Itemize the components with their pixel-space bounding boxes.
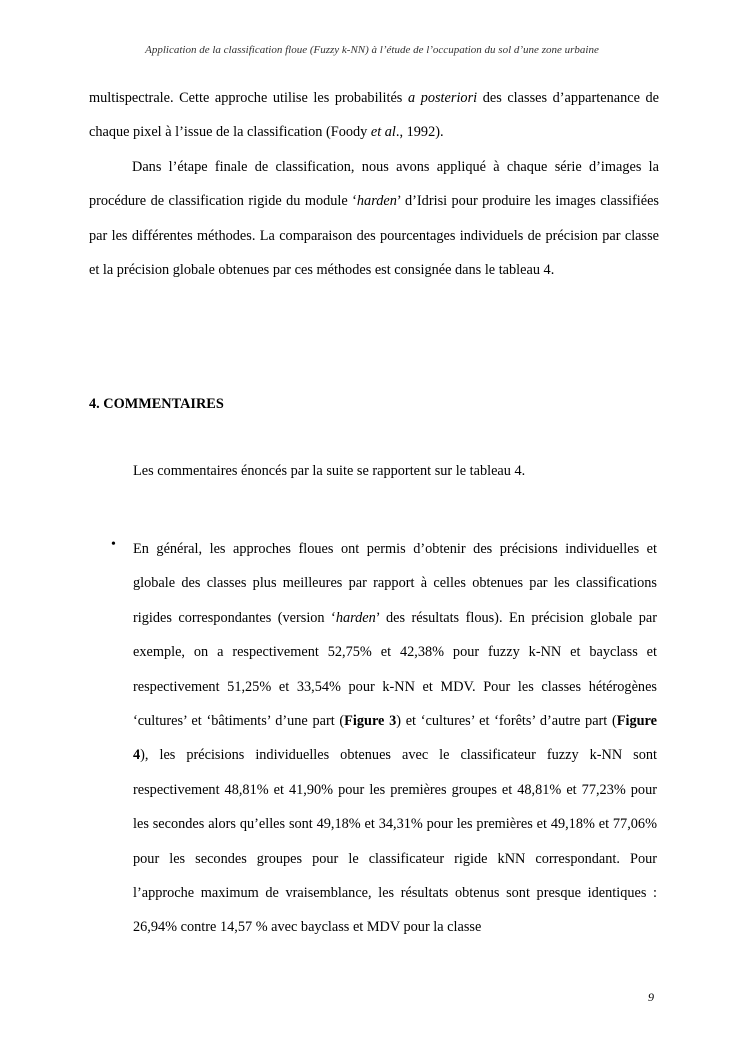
paragraph-multispectrale bbox=[89, 81, 659, 150]
paragraph-text: des classes d’appartenance de chaque pixel à l’issue de la classification (Foody bbox=[89, 90, 660, 141]
italic-term: harden bbox=[356, 193, 397, 210]
bullet-paragraph bbox=[133, 532, 657, 945]
figure-reference: Figure 3 bbox=[344, 713, 397, 730]
paragraph-etape-finale bbox=[89, 150, 659, 288]
figure-reference: Figure 4 bbox=[133, 713, 657, 764]
italic-term: harden bbox=[335, 609, 376, 626]
paragraph-text: multispectrale. Cette approche utilise les probabilités bbox=[89, 90, 408, 106]
running-header: Application de la classification floue (Fuzzy k-NN) à l’étude de l’occupation du sol d’une zone urbaine bbox=[145, 44, 599, 56]
paragraph-text: Dans l’étape finale de classification, nous avons appliqué à chaque série d’images la procédure de classification rigide du module ‘ bbox=[89, 159, 659, 210]
section-heading: 4. COMMENTAIRES bbox=[89, 396, 224, 412]
section-intro: Les commentaires énoncés par la suite se rapportent sur le tableau 4. bbox=[133, 463, 526, 479]
paragraph-text: En général, les approches floues ont permis d’obtenir des précisions individuelles et globale des classes plus meilleures par rapport à celles obtenues par les classifications rigides correspondantes (version ‘ bbox=[133, 541, 657, 626]
paragraph-text: ’ d’Idrisi pour produire les images classifiées par les différentes méthodes. La comparaison des pourcentages individuels de précision par classe et la précision globale obtenues par ces méthodes est consignée dans le tableau 4. bbox=[89, 193, 659, 279]
bullet-marker: • bbox=[111, 537, 116, 552]
paragraph-text: ’ des résultats flous). En précision globale par exemple, on a respectivement 52,75% et 42,38% pour fuzzy k-NN et bayclass et respectivement 51,25% et 33,54% pour k-NN et MDV. Pour les classes hétérogènes ‘cultures’ et ‘bâtiments’ d’une part ( bbox=[133, 609, 657, 730]
italic-term: et al bbox=[370, 124, 396, 141]
paragraph-text: ), les précisions individuelles obtenues avec le classificateur fuzzy k-NN sont respectivement 48,81% et 41,90% pour les premières groupes et 48,81% et 77,23% pour les secondes alors qu’elles sont 49,18% et 34,31% pour les premières et 49,18% et 77,06% pour les secondes groupes pour le classificateur rigide kNN correspondant. Pour l’approche maximum de vraisemblance, les résultats obtenus sont presque identiques : 26,94% contre 14,57 % avec bayclass et MDV pour la classe bbox=[133, 747, 657, 936]
paragraph-text: ., 1992). bbox=[395, 124, 444, 141]
italic-term: a posteriori bbox=[407, 90, 478, 106]
paragraph-text: ) et ‘cultures’ et ‘forêts’ d’autre part ( bbox=[396, 713, 617, 730]
page-number: 9 bbox=[648, 990, 654, 1004]
